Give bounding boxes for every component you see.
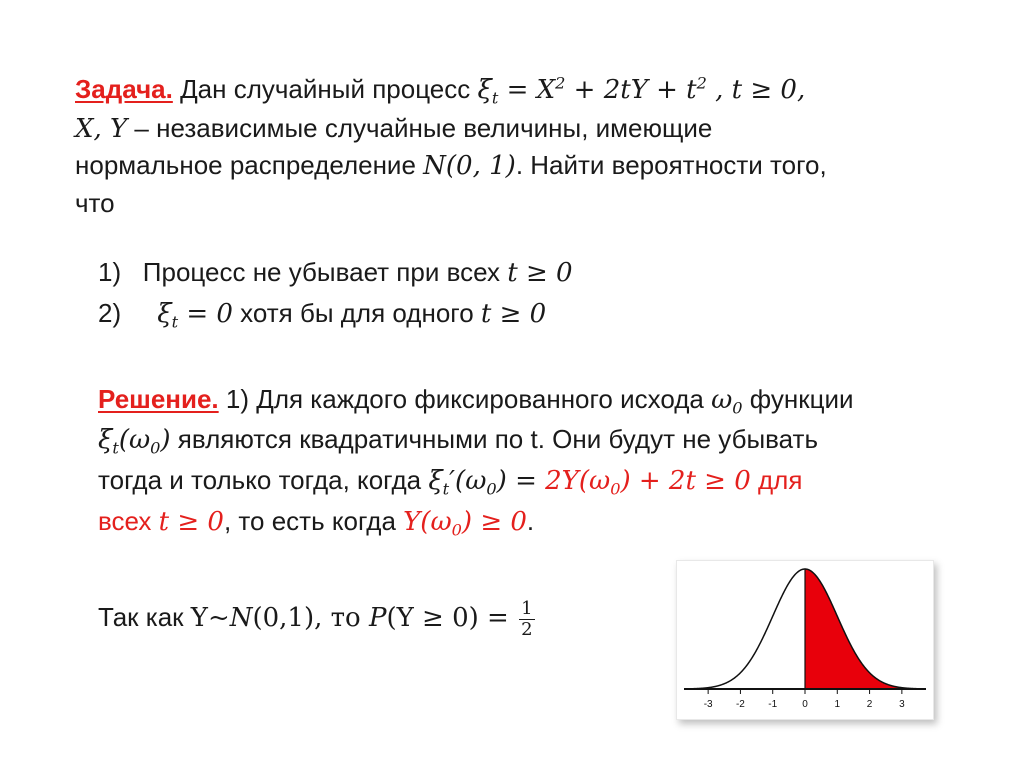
solution-text-4-end: .: [526, 506, 535, 536]
item-1-math: t ≥ 0: [507, 258, 573, 288]
n-symbol: N: [229, 603, 253, 633]
solution-text-3: тогда и только тогда, когда: [98, 465, 429, 495]
x-tick-label: 3: [899, 699, 905, 710]
solution-label: Решение.: [98, 384, 219, 414]
problem-text-2: – независимые случайные величины, имеющие: [127, 113, 713, 143]
conclusion-line: [98, 598, 535, 640]
derivative-expr: $2Y(\omega_0) + 2t \ge 0$: [545, 466, 751, 499]
then-word: , то: [314, 603, 369, 633]
solution-text-2: являются квадратичными по t. Они будут не убывать: [170, 424, 819, 454]
normal-dist: N(0, 1): [423, 151, 516, 181]
x-tick-label: 1: [834, 699, 841, 710]
problem-text-1: Дан случайный процесс: [172, 74, 478, 104]
shaded-area: [805, 569, 902, 689]
probability-expr: (Y ≥ 0) =: [386, 603, 518, 633]
problem-label: Задача.: [75, 74, 173, 104]
normal-density-chart: [677, 561, 933, 719]
solution-text-3-red: для: [750, 465, 803, 495]
solution-line-2: [98, 420, 818, 459]
item-2-number: 2): [98, 298, 122, 328]
problem-line-2: [75, 109, 712, 148]
item-1-text: Процесс не убывает при всех: [142, 257, 508, 287]
xi-derivative: $\xi_t'(\omega_0)$ =: [428, 466, 546, 499]
xi-t-omega: $\xi_t(\omega_0)$: [98, 425, 171, 458]
p-symbol: P: [368, 603, 387, 633]
x-tick-label: 2: [866, 699, 873, 710]
normal-density-figure: [676, 560, 934, 720]
n-args: (0,1): [252, 603, 315, 633]
vars-xy: X, Y: [75, 114, 128, 144]
solution-text-4-red: всех: [98, 506, 159, 536]
t-condition: t ≥ 0: [158, 507, 224, 537]
omega-0: $\omega_0$: [711, 385, 743, 418]
solution-line-4: [98, 502, 534, 541]
problem-text-4: что: [75, 188, 115, 218]
x-tick-label: -1: [768, 699, 778, 710]
one-half-fraction: $\frac{1}{2}$: [521, 597, 533, 640]
xi-symbol: $\xi_t = X^2 + 2tY + t^2$ , t ≥ 0,: [477, 73, 806, 108]
solution-line-3: [98, 461, 802, 500]
item-1: [98, 253, 573, 292]
item-2-xi: $\xi_t = 0$: [157, 299, 233, 332]
item-2-text: хотя бы для одного: [232, 298, 481, 328]
problem-line-1: [75, 70, 805, 109]
problem-line-4: [75, 184, 115, 222]
x-tick-label: 0: [802, 699, 808, 710]
x-tick-label: -3: [703, 699, 713, 710]
y-distributed: Y~: [190, 603, 230, 633]
problem-text-3: нормальное распределение: [75, 150, 424, 180]
solution-text-1: 1) Для каждого фиксированного исхода: [218, 384, 712, 414]
x-tick-label: -2: [735, 699, 745, 710]
conclusion-text: Так как: [98, 602, 191, 632]
y-condition: $Y(\omega_0) \ge 0$: [403, 507, 527, 540]
solution-text-4: , то есть когда: [223, 506, 404, 536]
item-2-math: t ≥ 0: [480, 299, 547, 329]
item-1-number: 1): [98, 257, 122, 287]
solution-line-1: [98, 380, 854, 419]
problem-line-3: [75, 146, 827, 185]
item-2: [98, 294, 546, 333]
problem-text-3b: . Найти вероятности того,: [515, 150, 827, 180]
solution-text-1b: функции: [742, 384, 854, 414]
